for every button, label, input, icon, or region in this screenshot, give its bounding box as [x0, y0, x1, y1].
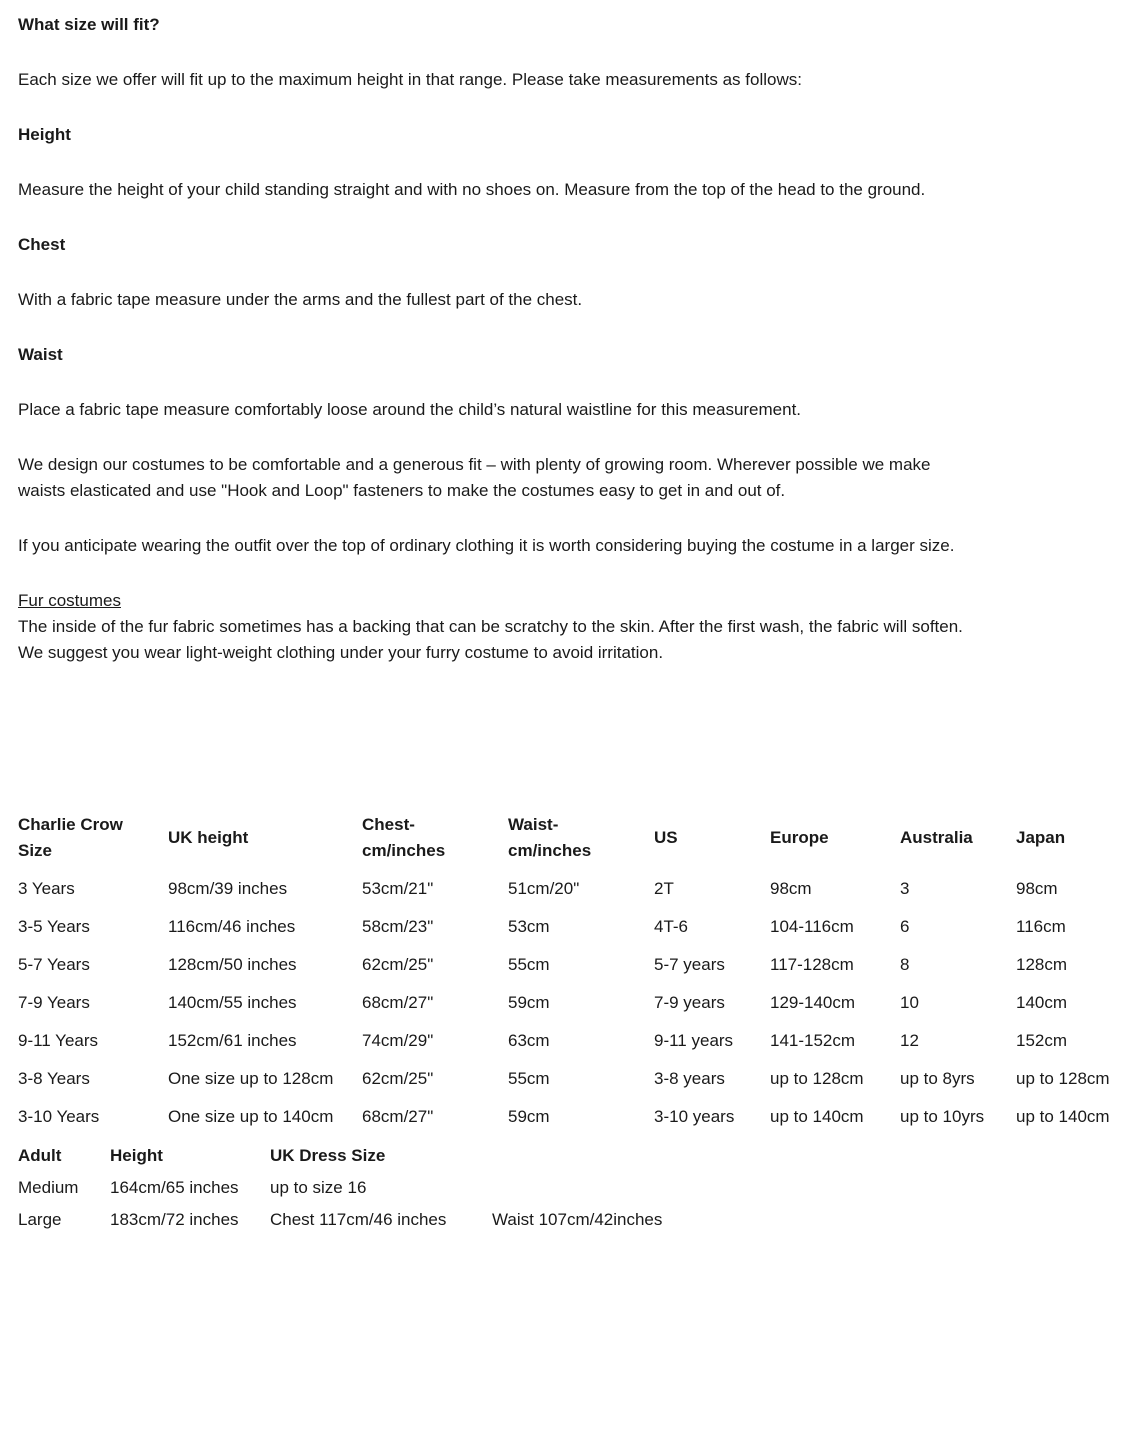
table-cell: 116cm/46 inches: [168, 917, 296, 936]
table-cell: 68cm/27": [362, 1107, 434, 1126]
table-cell: 55cm: [508, 955, 550, 974]
column-header: UK Dress Size: [270, 1146, 386, 1165]
table-cell: 74cm/29": [362, 1031, 434, 1050]
table-cell: 58cm/23": [362, 917, 434, 936]
intro-paragraph: Each size we offer will fit up to the maximum height in that range. Please take measurements as follows:: [18, 70, 802, 89]
column-header: Chest-cm/inches: [362, 815, 446, 860]
table-cell: 152cm/61 inches: [168, 1031, 297, 1050]
table-cell: 141-152cm: [770, 1031, 856, 1050]
size-table-head: [18, 806, 1127, 870]
table-cell: 98cm: [1016, 879, 1058, 898]
chest-heading: Chest: [18, 235, 66, 254]
table-cell: up to 8yrs: [900, 1069, 975, 1088]
table-cell: 68cm/27": [362, 993, 434, 1012]
larger-size-paragraph: If you anticipate wearing the outfit over the top of ordinary clothing it is worth considering buying the costume in a larger size.: [18, 536, 955, 555]
size-table-body: [18, 870, 1127, 1136]
fur-costumes-heading: Fur costumes: [18, 591, 121, 610]
table-row: [18, 870, 1127, 908]
table-row: [18, 908, 1127, 946]
table-cell: 53cm/21": [362, 879, 434, 898]
table-row: [18, 1022, 1127, 1060]
table-cell: 51cm/20": [508, 879, 580, 898]
column-header: Height: [110, 1146, 163, 1165]
table-cell: 9-11 Years: [18, 1031, 99, 1050]
table-row: [18, 946, 1127, 984]
table-cell: 9-11 years: [654, 1031, 734, 1050]
table-cell: 3 Years: [18, 879, 75, 898]
table-cell: 62cm/25": [362, 1069, 434, 1088]
fit-note-paragraph: We design our costumes to be comfortable and a generous fit – with plenty of growing room. Wherever possible we make waists elasticated and use "Hook and Loop" fasteners to make the costumes easy to get in and out of.: [18, 455, 931, 500]
table-cell: 3-10 Years: [18, 1107, 100, 1126]
table-row: [18, 1060, 1127, 1098]
column-header: US: [654, 828, 678, 847]
table-cell: 62cm/25": [362, 955, 434, 974]
table-cell: 104-116cm: [770, 917, 854, 936]
table-cell: 2T: [654, 879, 674, 898]
table-cell: 140cm/55 inches: [168, 993, 297, 1012]
column-header: [492, 1140, 988, 1172]
table-cell: Chest 117cm/46 inches: [270, 1210, 447, 1229]
table-cell: 3-10 years: [654, 1107, 735, 1126]
table-cell: 8: [900, 955, 910, 974]
adult-table: [18, 1140, 988, 1236]
adult-table-header-row: [18, 1140, 988, 1172]
waist-paragraph: Place a fabric tape measure comfortably loose around the child’s natural waistline for this measurement.: [18, 400, 802, 419]
table-cell: 12: [900, 1031, 919, 1050]
table-cell: 128cm/50 inches: [168, 955, 297, 974]
adult-table-head: [18, 1140, 988, 1172]
chest-paragraph: With a fabric tape measure under the arms and the fullest part of the chest.: [18, 290, 583, 309]
table-row: [18, 1172, 988, 1204]
table-cell: 3-5 Years: [18, 917, 90, 936]
table-cell: 164cm/65 inches: [110, 1178, 239, 1197]
table-cell: 10: [900, 993, 919, 1012]
table-cell: up to 140cm: [1016, 1107, 1110, 1126]
table-cell: 128cm: [1016, 955, 1068, 974]
table-cell: 5-7 Years: [18, 955, 90, 974]
table-cell: 183cm/72 inches: [110, 1210, 239, 1229]
column-header: UK height: [168, 828, 249, 847]
table-cell: up to 128cm: [1016, 1069, 1110, 1088]
table-cell: 53cm: [508, 917, 550, 936]
table-cell: [492, 1172, 988, 1204]
table-cell: 117-128cm: [770, 955, 854, 974]
table-cell: 98cm: [770, 879, 812, 898]
table-row: [18, 984, 1127, 1022]
height-paragraph: Measure the height of your child standing straight and with no shoes on. Measure from the top of the head to the ground.: [18, 180, 926, 199]
table-cell: 152cm: [1016, 1031, 1068, 1050]
page-title: What size will fit?: [18, 15, 160, 34]
table-cell: up to 128cm: [770, 1069, 864, 1088]
table-cell: 3-8 years: [654, 1069, 725, 1088]
column-header: Japan: [1016, 828, 1066, 847]
column-header: Charlie Crow Size: [18, 815, 123, 860]
table-cell: 98cm/39 inches: [168, 879, 288, 898]
table-cell: 63cm: [508, 1031, 550, 1050]
table-cell: 55cm: [508, 1069, 550, 1088]
column-header: Waist-cm/inches: [508, 815, 592, 860]
size-table-header-row: [18, 806, 1127, 870]
table-cell: 7-9 years: [654, 993, 725, 1012]
table-cell: 5-7 years: [654, 955, 725, 974]
waist-heading: Waist: [18, 345, 63, 364]
table-cell: 129-140cm: [770, 993, 856, 1012]
table-cell: Medium: [18, 1178, 79, 1197]
table-cell: up to 140cm: [770, 1107, 864, 1126]
table-cell: 140cm: [1016, 993, 1068, 1012]
table-cell: up to 10yrs: [900, 1107, 985, 1126]
table-cell: 116cm: [1016, 917, 1066, 936]
table-cell: One size up to 128cm: [168, 1069, 334, 1088]
table-cell: One size up to 140cm: [168, 1107, 334, 1126]
table-cell: Large: [18, 1210, 62, 1229]
table-cell: 3-8 Years: [18, 1069, 90, 1088]
table-cell: Waist 107cm/42inches: [492, 1210, 663, 1229]
adult-table-body: [18, 1172, 988, 1236]
table-cell: 3: [900, 879, 910, 898]
table-cell: 59cm: [508, 1107, 550, 1126]
table-cell: 59cm: [508, 993, 550, 1012]
table-cell: up to size 16: [270, 1178, 367, 1197]
table-cell: 7-9 Years: [18, 993, 90, 1012]
fur-costumes-paragraph: The inside of the fur fabric sometimes has a backing that can be scratchy to the skin. After the first wash, the fabric will soften. We suggest you wear light-weight clothing under your furry costume to avoid irritation.: [18, 617, 963, 662]
column-header: Adult: [18, 1146, 62, 1165]
height-heading: Height: [18, 125, 71, 144]
column-header: Australia: [900, 828, 973, 847]
size-table: [18, 806, 1127, 1136]
column-header: Europe: [770, 828, 829, 847]
table-cell: 6: [900, 917, 910, 936]
table-row: [18, 1098, 1127, 1136]
table-cell: 4T-6: [654, 917, 689, 936]
table-row: [18, 1204, 988, 1236]
